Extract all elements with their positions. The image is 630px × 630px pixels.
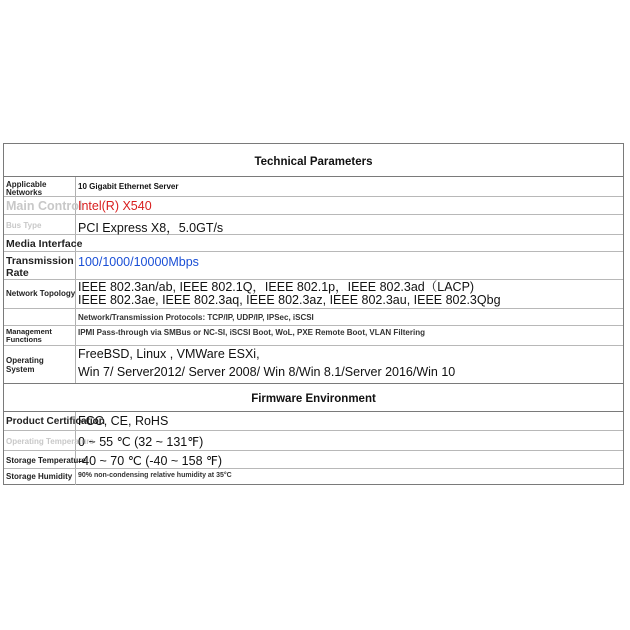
label-storage-humidity: Storage Humidity <box>6 472 73 481</box>
label-storage-temperature: Storage Temperature <box>6 456 86 465</box>
row-protocols <box>4 309 623 326</box>
label-operating-system: Operating System <box>6 356 44 374</box>
value-network-topology-line-2: IEEE 802.3ae, IEEE 802.3aq, IEEE 802.3az, IEEE 802.3au, IEEE 802.3Qbg <box>78 293 501 307</box>
label-operating-temperature: Operating Temperature <box>6 437 94 446</box>
value-bus-type: PCI Express X8，5.0GT/s <box>78 221 224 235</box>
firmware-heading: Firmware Environment <box>251 393 376 405</box>
row-operating-system <box>4 346 623 384</box>
value-operating-system-line-1: FreeBSD, Linux , VMWare ESXi, <box>78 347 260 361</box>
value-main-control: Intel(R) X540 <box>78 199 152 213</box>
row-management-functions <box>4 326 623 346</box>
row-product-certification <box>4 412 623 431</box>
row-transmission-rate <box>4 252 623 280</box>
technical-header-row <box>4 144 623 177</box>
row-network-topology <box>4 280 623 309</box>
value-management-functions: IPMI Pass-through via SMBus or NC-SI, iSCSI Boot, WoL, PXE Remote Boot, VLAN Filtering <box>78 328 425 337</box>
spec-table <box>3 143 624 485</box>
label-product-certification: Product Certification <box>6 416 105 427</box>
row-storage-temperature <box>4 451 623 469</box>
row-main-control <box>4 197 623 215</box>
label-management-functions: Management Functions <box>6 327 52 344</box>
label-network-topology: Network Topology <box>6 289 76 298</box>
row-storage-humidity <box>4 469 623 484</box>
row-applicable-networks <box>4 177 623 197</box>
label-main-control: Main Control <box>6 199 83 213</box>
label-transmission-rate: Transmission Rate <box>6 255 74 279</box>
value-applicable-networks: 10 Gigabit Ethernet Server <box>78 182 179 191</box>
value-operating-system-line-2: Win 7/ Server2012/ Server 2008/ Win 8/Win 8.1/Server 2016/Win 10 <box>78 365 456 379</box>
row-operating-temperature <box>4 431 623 451</box>
value-network-topology-line-1: IEEE 802.3an/ab, IEEE 802.1Q，IEEE 802.1p，IEEE 802.3ad（LACP) <box>78 280 475 294</box>
value-storage-humidity: 90% non-condensing relative humidity at 35°C <box>78 472 232 479</box>
value-protocols: Network/Transmission Protocols: TCP/IP, UDP/IP, IPSec, iSCSI <box>78 313 314 322</box>
label-bus-type: Bus Type <box>6 221 42 230</box>
value-operating-temperature: 0 ~ 55 ℃ (32 ~ 131℉) <box>78 435 204 449</box>
value-product-certification: FCC, CE, RoHS <box>78 414 169 428</box>
row-bus-type <box>4 215 623 235</box>
technical-heading: Technical Parameters <box>254 156 373 168</box>
label-media-interface: Media Interface <box>6 238 83 250</box>
value-storage-temperature: -40 ~ 70 ℃ (-40 ~ 158 ℉) <box>78 454 223 468</box>
firmware-header-row <box>4 384 623 412</box>
label-applicable-networks: Applicable Networks <box>6 180 47 197</box>
value-transmission-rate: 100/1000/10000Mbps <box>78 255 199 269</box>
row-media-interface <box>4 235 623 252</box>
